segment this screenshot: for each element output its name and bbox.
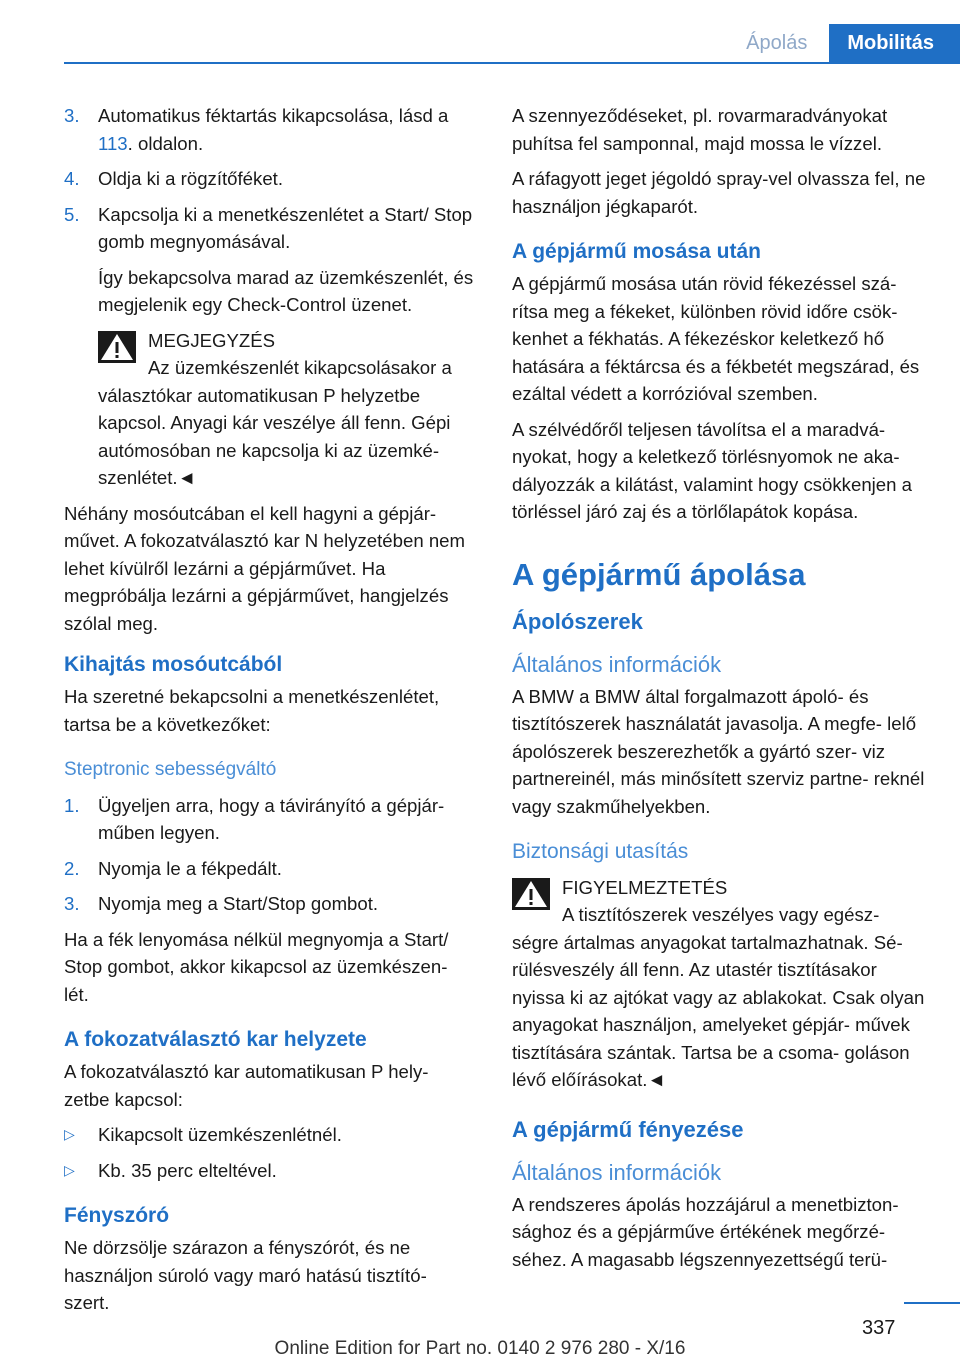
step-5 bbox=[64, 201, 476, 256]
warning-text: ségre ártalmas anyagokat tartalmazhatnak. Sé- rülésveszély áll fenn. Az utastér tisztításakor nyissa ki az ajtókat vagy az ablakokat. Csak olyan anyagokat használjon, amelyeket gépjár- művek tisztítására szántak. Tartsa be a csoma- goláson lévő előírásokat.◄ bbox=[512, 931, 925, 1090]
heading-fenyezese: A gépjármű fényezése bbox=[512, 1116, 744, 1142]
steptronic-step-3 bbox=[64, 890, 476, 918]
warning-title: FIGYELMEZTETÉS bbox=[562, 876, 728, 898]
step-text: Oldja ki a rögzítőféket. bbox=[98, 168, 283, 189]
footer-rule bbox=[904, 1302, 960, 1304]
step-number: 2. bbox=[64, 857, 80, 879]
step-number: 3. bbox=[64, 893, 80, 914]
notice-text-first: Az üzemkészenlét kikapcsolásakor a bbox=[148, 357, 452, 378]
heading-fenyszoro: Fényszóró bbox=[64, 1204, 170, 1227]
step-number: 4. bbox=[64, 168, 80, 189]
step-text: Kapcsolja ki a menetkészenlétet a Start/ Stop gomb megnyomásával. bbox=[98, 203, 473, 252]
notice-box bbox=[98, 327, 476, 492]
heading-fokozatvalaszto: A fokozatválasztó kar helyzete bbox=[64, 1028, 367, 1051]
paragraph: Ne dörzsölje szárazon a fényszórót, és ne használjon súroló vagy maró hatású tisztító- szert. bbox=[64, 1237, 427, 1313]
step-text: Nyomja meg a Start/Stop gombot. bbox=[98, 893, 379, 914]
paragraph: Ha szeretné bekapcsolni a menetkészenlétet, tartsa be a következőket: bbox=[64, 686, 440, 735]
heading-apolasa: A gépjármű ápolása bbox=[512, 556, 806, 592]
warning-triangle-icon bbox=[512, 878, 550, 910]
step-text bbox=[98, 102, 476, 157]
notice-text: választókar automatikusan P helyzetbe kapcsol. Anyagi kár veszélye áll fenn. Gépi autómosóban ne kapcsolja ki az üzemké- szenlétet.◄ bbox=[98, 384, 451, 488]
heading-biztonsagi: Biztonsági utasítás bbox=[512, 840, 689, 863]
step-text-part: Automatikus féktartás kikapcsolása, lásd a bbox=[98, 105, 449, 126]
heading-altalanos-2: Általános információk bbox=[512, 1160, 722, 1185]
header-rule bbox=[64, 62, 960, 64]
edition-footer: Online Edition for Part no. 0140 2 976 280 - X/16 bbox=[274, 1338, 686, 1359]
paragraph: A fokozatválasztó kar automatikusan P hely- zetbe kapcsol: bbox=[64, 1061, 429, 1110]
tab-apolas[interactable]: Ápolás bbox=[746, 32, 808, 54]
step-3 bbox=[64, 102, 476, 157]
paragraph: A szennyeződéseket, pl. rovarmaradványokat puhítsa fel samponnal, majd mossa le vízzel. bbox=[512, 105, 888, 154]
notice-title: MEGJEGYZÉS bbox=[148, 329, 276, 351]
paragraph: Ha a fék lenyomása nélkül megnyomja a Start/ Stop gombot, akkor kikapcsol az üzemkészen- lét. bbox=[64, 928, 449, 1005]
step-number: 3. bbox=[64, 105, 80, 126]
page-number: 337 bbox=[862, 1317, 896, 1339]
bullet-item bbox=[64, 1157, 476, 1185]
heading-apoloszerek: Ápolószerek bbox=[512, 608, 643, 634]
step-text: Nyomja le a fékpedált. bbox=[98, 857, 282, 879]
warning-text-first: A tisztítószerek veszélyes vagy egész- bbox=[562, 904, 880, 925]
paragraph: Néhány mosóutcában el kell hagyni a gépjár- művet. A fokozatválasztó kar N helyzetében nem lehet kívülről lezárni a gépjárművet. Ha megpróbálja lezárni a gépjárművet, hangjelzés szólal meg. bbox=[64, 502, 466, 634]
bullet-triangle-icon: ▷ bbox=[64, 1126, 75, 1142]
paragraph: A ráfagyott jeget jégoldó spray-vel olvassza fel, ne használjon jégkaparót. bbox=[512, 168, 926, 217]
step-text: Ügyeljen arra, hogy a távirányító a gépjár- műben legyen. bbox=[98, 794, 445, 843]
paragraph: A rendszeres ápolás hozzájárul a menetbizton- sághoz és a gépjárműve értékének megőrzé- séhez. A magasabb légszennyezettségű terü- bbox=[512, 1193, 899, 1270]
bullet-text: Kikapcsolt üzemkészenlétnél. bbox=[98, 1124, 342, 1145]
tab-mobilitas[interactable]: Mobilitás bbox=[829, 24, 960, 62]
bullet-text: Kb. 35 perc elteltével. bbox=[98, 1159, 277, 1181]
step-number: 1. bbox=[64, 794, 80, 816]
heading-steptronic: Steptronic sebességváltó bbox=[64, 759, 277, 780]
heading-mosas-utan: A gépjármű mosása után bbox=[512, 240, 761, 263]
heading-altalanos-1: Általános információk bbox=[512, 652, 722, 677]
left-column bbox=[64, 102, 476, 1325]
bullet-triangle-icon: ▷ bbox=[64, 1161, 75, 1178]
warning-triangle-icon bbox=[98, 331, 136, 363]
paragraph: A szélvédőről teljesen távolítsa el a maradvá- nyokat, hogy a keletkező törlésnyomok ne aka- dályozzák a kilátást, valamint hogy csökkenjen a törléssel járó zaj és a törlőlapátok kopása. bbox=[512, 418, 912, 522]
step-5-note: Így bekapcsolva marad az üzemkészenlét, és megjelenik egy Check-Control üzenet. bbox=[98, 266, 474, 315]
steptronic-step-1 bbox=[64, 792, 476, 847]
paragraph: A gépjármű mosása után rövid fékezéssel szá- rítsa meg a fékeket, különben rövid időre csök- kenhet a fékhatás. A fékezéskor keletkező hő hatására a féktárcsa és a fékbetét megszárad, és ezáltal védett a korrózióval szemben. bbox=[512, 273, 920, 404]
page-link[interactable]: 113 bbox=[98, 132, 128, 154]
steptronic-step-2 bbox=[64, 855, 476, 883]
step-text-part: . oldalon. bbox=[127, 132, 204, 154]
warning-box bbox=[512, 874, 932, 1094]
bullet-item bbox=[64, 1121, 476, 1149]
step-4 bbox=[64, 165, 476, 193]
right-column bbox=[512, 102, 932, 1281]
step-number: 5. bbox=[64, 203, 80, 225]
paragraph: A BMW a BMW által forgalmazott ápoló- és tisztítószerek használatát javasolja. A megfe- lelő ápolószerek beszerezhetők a gyártó szer- viz partnereinél, más minősített szerviz partne- reknél vagy szakműhelyekben. bbox=[512, 685, 925, 817]
header-tabs bbox=[724, 24, 960, 62]
heading-kihajtas: Kihajtás mosóutcából bbox=[64, 653, 283, 676]
